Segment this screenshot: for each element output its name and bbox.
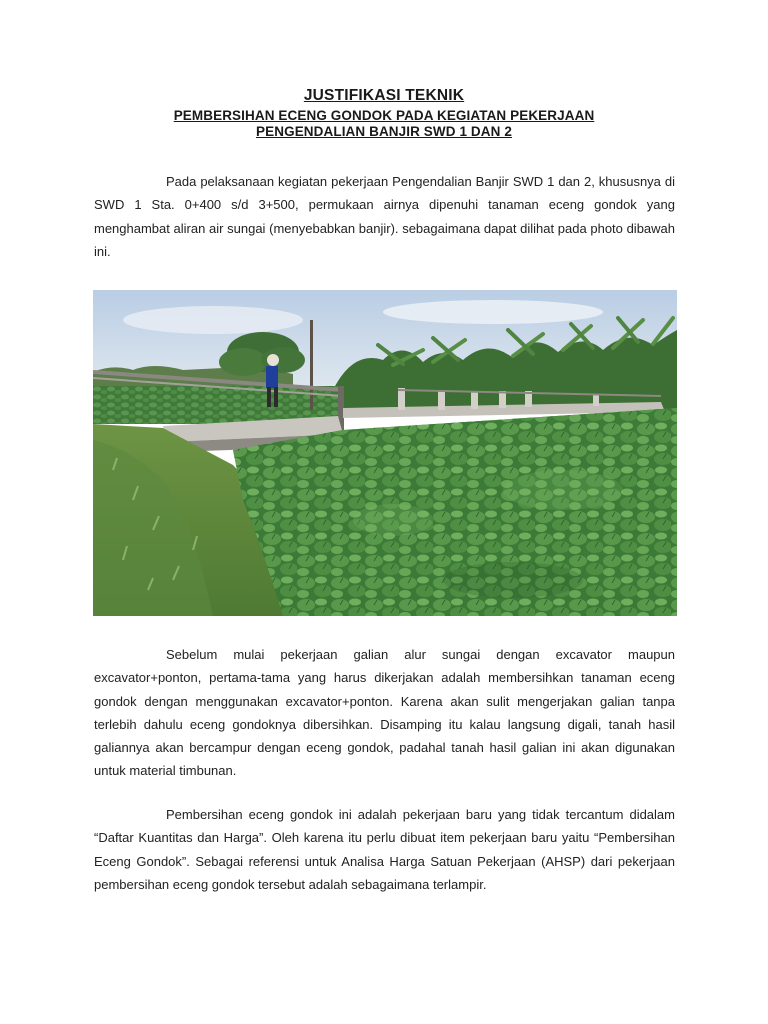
site-photo — [93, 290, 677, 616]
document-title: JUSTIFIKASI TEKNIK — [303, 87, 465, 104]
document-subtitle-line1: PEMBERSIHAN ECENG GONDOK PADA KEGIATAN PEKERJAAN — [173, 108, 595, 123]
paragraph-procedure: Sebelum mulai pekerjaan galian alur sungai dengan excavator maupun excavator+ponton, pertama-tama yang harus dikerjakan adalah membersihkan tanaman eceng gondok dengan menggunakan excavator+ponton. Karena akan sulit mengerjakan galian tanpa terlebih dahulu eceng gondoknya dibersihkan. Disamping itu kalau langsung digali, tanah hasil galiannya akan bercampur dengan eceng gondok, padahal tanah hasil galian ini akan digunakan untuk material timbunan. — [94, 647, 675, 779]
document-subtitle-line2: PENGENDALIAN BANJIR SWD 1 DAN 2 — [256, 124, 512, 139]
paragraph-reference: Pembersihan eceng gondok ini adalah pekerjaan baru yang tidak tercantum didalam “Daftar Kuantitas dan Harga”. Oleh karena itu perlu dibuat item pekerjaan baru yaitu “Pembersihan Eceng Gondok”. Sebagai referensi untuk Analisa Harga Satuan Pekerjaan (AHSP) dari pekerjaan pembersihan eceng gondok tersebut adalah sebagaimana terlampir. — [94, 807, 675, 892]
paragraph-intro: Pada pelaksanaan kegiatan pekerjaan Pengendalian Banjir SWD 1 dan 2, khususnya di SWD 1 Sta. 0+400 s/d 3+500, permukaan airnya dipenuhi tanaman eceng gondok yang menghambat aliran air sungai (menyebabkan banjir). sebagaimana dapat dilihat pada photo dibawah ini. — [94, 174, 675, 259]
